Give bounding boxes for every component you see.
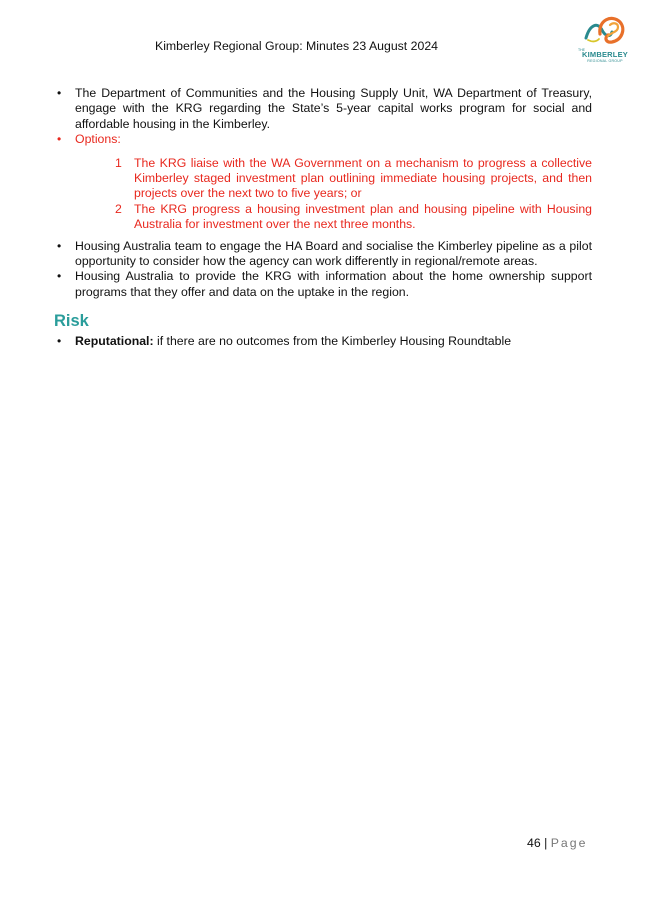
risk-heading: Risk bbox=[54, 312, 89, 330]
bullet-icon: • bbox=[57, 334, 62, 348]
option-number: 2 bbox=[115, 201, 122, 216]
page-number: 46 bbox=[527, 836, 541, 850]
logo-the-text: THE bbox=[578, 48, 585, 52]
kimberley-logo bbox=[576, 12, 632, 72]
option-item bbox=[75, 156, 592, 202]
list-item bbox=[55, 239, 592, 270]
option-number: 1 bbox=[115, 155, 122, 170]
option-item bbox=[75, 202, 592, 233]
minutes-body bbox=[55, 86, 592, 300]
risk-section bbox=[55, 334, 592, 349]
page-separator: | bbox=[540, 836, 551, 850]
list-item bbox=[55, 269, 592, 300]
bullet-icon: • bbox=[57, 238, 62, 253]
list-item-options bbox=[55, 132, 592, 232]
page-footer bbox=[527, 836, 587, 850]
logo-subtitle-text: REGIONAL GROUP bbox=[587, 59, 623, 63]
options-label: Options: bbox=[75, 132, 121, 147]
page-label: Page bbox=[550, 836, 588, 850]
kimberley-logo-swirl-icon bbox=[582, 12, 628, 48]
list-item-text: The Department of Communities and the Housing Supply Unit, WA Department of Treasury, engage with the KRG regarding the State’s 5-year capital works program for social and affordable housing in the Kimberley. bbox=[75, 86, 592, 131]
bullet-icon: • bbox=[57, 86, 62, 100]
option-text: The KRG liaise with the WA Government on a mechanism to progress a collective Kimberley staged investment plan outlining immediate housing projects, and then projects over the next two to five years; or bbox=[134, 155, 592, 201]
bullet-icon: • bbox=[57, 269, 62, 284]
bullet-icon: • bbox=[57, 132, 62, 147]
page-header-title: Kimberley Regional Group: Minutes 23 August 2024 bbox=[155, 39, 438, 53]
list-item-text: Housing Australia to provide the KRG with information about the home ownership support programs that they offer and data on the uptake in the region. bbox=[75, 269, 592, 299]
list-item-text: Housing Australia team to engage the HA Board and socialise the Kimberley pipeline as a pilot opportunity to consider how the agency can work differently in regional/remote areas. bbox=[75, 238, 592, 269]
list-item bbox=[55, 86, 592, 132]
list-item bbox=[55, 334, 592, 349]
option-text: The KRG progress a housing investment plan and housing pipeline with Housing Australia for investment over the next three months. bbox=[134, 201, 592, 232]
risk-list bbox=[55, 334, 592, 349]
risk-text: if there are no outcomes from the Kimberley Housing Roundtable bbox=[153, 334, 512, 348]
logo-name-text: KIMBERLEY bbox=[582, 50, 628, 59]
risk-label: Reputational: bbox=[75, 334, 154, 348]
action-list bbox=[55, 86, 592, 300]
options-list bbox=[75, 156, 592, 233]
